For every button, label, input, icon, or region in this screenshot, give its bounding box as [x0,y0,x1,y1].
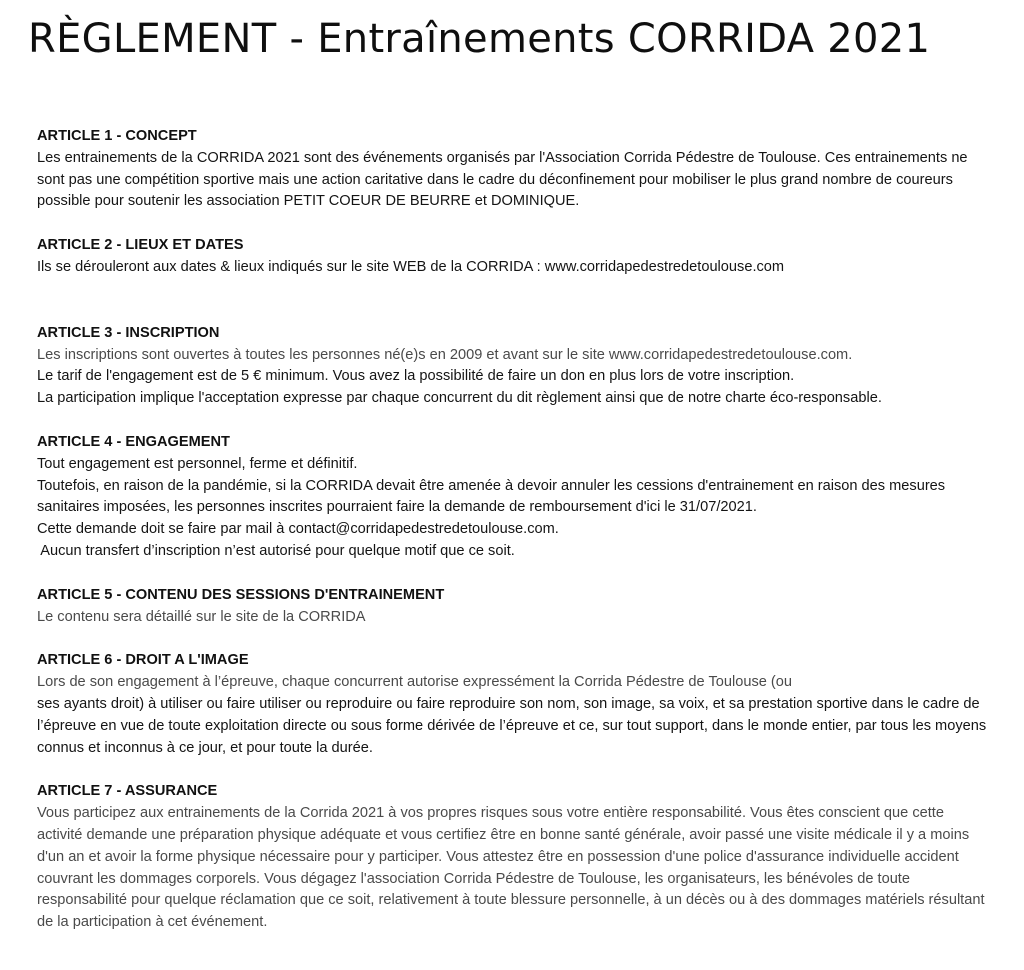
article-4-engagement [37,432,992,563]
article-paragraph: Le contenu sera détaillé sur le site de la CORRIDA [37,608,366,625]
article-heading: ARTICLE 1 - CONCEPT [37,128,197,144]
article-paragraph: ses ayants droit) à utiliser ou faire utiliser ou reproduire ou faire reproduire son nom, son image, sa voix, et sa prestation sportive dans le cadre de l’épreuve en vue de toute exploitation directe ou sous forme dérivée de l’épreuve et ce, sur tout support, dans le monde entier, par tous les moyens connus et inconnus à ce jour, et pour toute la durée. [37,695,987,756]
article-5-contenu-des-sessions [37,585,992,629]
article-heading: ARTICLE 7 - ASSURANCE [37,783,218,800]
article-paragraph: La participation implique l'acceptation expresse par chaque concurrent du dit règlement ainsi que de notre charte éco-responsable. [37,390,882,407]
article-paragraph: Ils se dérouleront aux dates & lieux indiqués sur le site WEB de la CORRIDA : www.corridapedestredetoulouse.com [37,258,785,275]
article-6-droit-a-l-image [37,650,992,759]
article-paragraph: Tout engagement est personnel, ferme et définitif. [37,455,358,472]
article-1-concept [37,126,992,213]
article-paragraph: Cette demande doit se faire par mail à contact@corridapedestredetoulouse.com. [37,521,559,538]
article-heading: ARTICLE 5 - CONTENU DES SESSIONS D'ENTRAINEMENT [37,586,445,603]
article-7-assurance [37,781,992,934]
article-heading: ARTICLE 3 - INSCRIPTION [37,324,220,341]
article-paragraph: Vous participez aux entrainements de la Corrida 2021 à vos propres risques sous votre entière responsabilité. Vous êtes conscient que cette activité demande une préparation physique adéquate et vous certifiez être en bonne santé générale, avoir passé une visite médicale il y a moins d'un an et avoir la forme physique nécessaire pour y participer. Vous attestez être en possession d'une police d'assurance individuelle accident couvrant les dommages corporels. Vous dégagez l'association Corrida Pédestre de Toulouse, les organisateurs, les bénévoles de toute responsabilité pour quelque réclamation que ce soit, relativement à toute blessure personnelle, à un décès ou à des dommages matériels résultant de la participation à cet événement. [37,805,985,931]
page-title: RÈGLEMENT - Entraînements CORRIDA 2021 [28,16,931,62]
article-paragraph: Lors de son engagement à l’épreuve, chaque concurrent autorise expressément la Corrida Pédestre de Toulouse (ou [37,674,793,691]
regulation-body [37,126,992,956]
article-heading: ARTICLE 2 - LIEUX ET DATES [37,237,244,254]
article-paragraph: Aucun transfert d’inscription n’est autorisé pour quelque motif que ce soit. [37,542,515,559]
article-heading: ARTICLE 4 - ENGAGEMENT [37,433,230,450]
article-paragraph: Les inscriptions sont ouvertes à toutes les personnes né(e)s en 2009 et avant sur le site www.corridapedestredetoulouse.com. [37,346,853,363]
article-paragraph: Le tarif de l'engagement est de 5 € minimum. Vous avez la possibilité de faire un don en plus lors de votre inscription. [37,368,795,385]
article-2-lieux-et-dates [37,235,992,279]
article-3-inscription [37,323,992,410]
article-paragraph: Les entrainements de la CORRIDA 2021 sont des événements organisés par l'Association Corrida Pédestre de Toulouse. Ces entrainements ne sont pas une compétition sportive mais une action caritative dans le cadre du déconfinement pour mobiliser le plus grand nombre de coureurs possible pour soutenir les association PETIT COEUR DE BEURRE et DOMINIQUE. [37,149,968,210]
article-heading: ARTICLE 6 - DROIT A L'IMAGE [37,652,249,669]
article-paragraph: Toutefois, en raison de la pandémie, si la CORRIDA devait être amenée à devoir annuler les cessions d'entrainement en raison des mesures sanitaires imposées, les personnes inscrites pourraient faire la demande de remboursement d'ici le 31/07/2021. [37,477,946,516]
